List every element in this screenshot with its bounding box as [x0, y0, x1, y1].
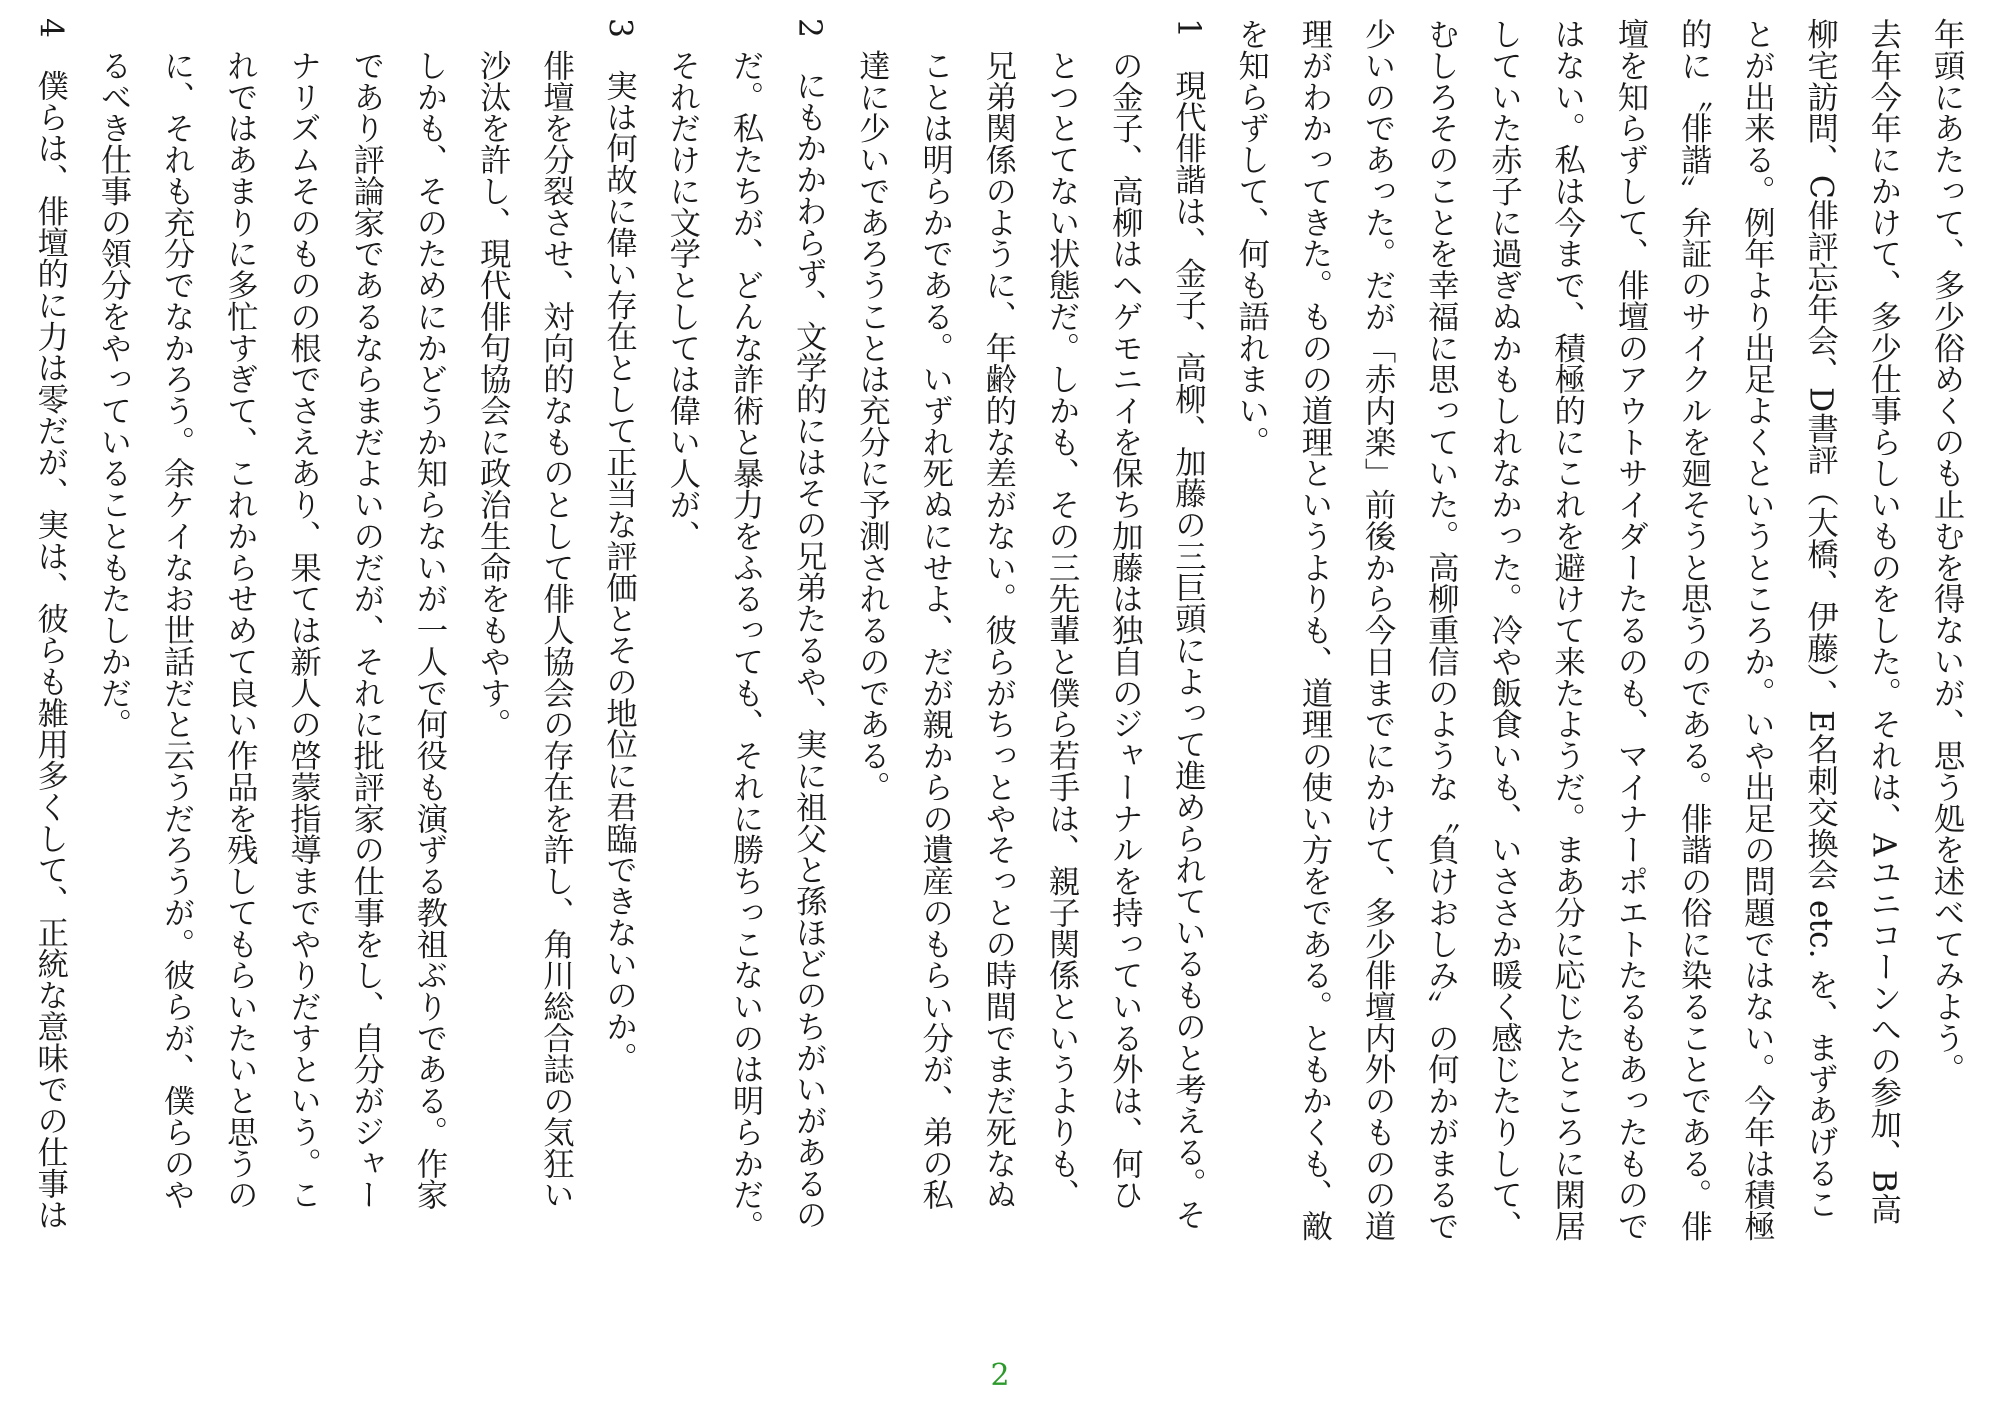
text-column: 理がわかってきた。ものの道理というよりも、道理の使い方をである。ともかくも、敵: [1296, 18, 1334, 1242]
text-column: とつとてない状態だ。しかも、その三先輩と僕ら若手は、親子関係というよりも、: [1043, 18, 1081, 1210]
numbered-item-1-start: 1 現代俳諧は、金子、高柳、加藤の三巨頭によって進められているものと考える。そ: [1170, 18, 1208, 1230]
vertical-text-body: [18, 18, 1978, 1282]
text-column: とが出来る。例年より出足よくというところか。いや出足の問題ではない。今年は積極: [1738, 18, 1777, 1242]
text-column: るべき仕事の領分をやっていることもたしかだ。: [95, 18, 133, 740]
text-column: 少いのであった。だが「赤内楽」前後から今日までにかけて、多少俳壇内外のものの道: [1359, 18, 1397, 1242]
text-column: 俳壇を分裂させ、対向的なものとして俳人協会の存在を許し、角川総合誌の気狂い: [537, 18, 576, 1210]
text-column: ナリズムそのものの根でさえあり、果ては新人の啓蒙指導までやりだすという。こ: [285, 18, 323, 1210]
text-column: むしろそのことを幸福に思っていた。高柳重信のような〝負けおしみ〟の何かがまるで: [1422, 18, 1460, 1242]
text-column: れではあまりに多忙すぎて、これからせめて良い作品を残してもらいたいと思うの: [221, 18, 259, 1210]
text-column: はない。私は今まで、積極的にこれを避けて来たようだ。まあ分に応じたところに閑居: [1549, 18, 1587, 1242]
numbered-item-2-start: 2 にもかかわらず、文学的にはその兄弟たるや、実に祖父と孫ほどのちがいがあるの: [790, 18, 828, 1230]
text-column: 達に少いであろうことは充分に予測されるのである。: [853, 18, 892, 803]
text-column: 沙汰を許し、現代俳句協会に政治生命をもやす。: [474, 18, 512, 740]
text-column: であり評論家であるならまだよいのだが、それに批評家の仕事をし、自分がジャー: [348, 18, 386, 1210]
text-column: 柳宅訪問、C俳評忘年会、D書評（大橋、伊藤）、E名刺交換会 etc. を、まずあげるこ: [1802, 18, 1840, 1220]
text-column: していた赤子に過ぎぬかもしれなかった。冷や飯食いも、いささか暖く感じたりして、: [1486, 18, 1524, 1242]
text-column: の金子、高柳はヘゲモニイを保ち加藤は独自のジャーナルを持っている外は、何ひ: [1106, 18, 1144, 1210]
text-column: 年頭にあたって、多少俗めくのも止むを得ないが、思う処を述べてみよう。: [1928, 18, 1966, 1085]
text-column: だ。私たちが、どんな詐術と暴力をふるっても、それに勝ちっこないのは明らかだ。: [727, 18, 765, 1242]
text-column: 壇を知らずして、俳壇のアウトサイダーたるのも、マイナーポエトたるもあったもので: [1612, 18, 1650, 1242]
text-column: ことは明らかである。いずれ死ぬにせよ、だが親からの遺産のもらい分が、弟の私: [917, 18, 955, 1210]
numbered-item-3-start: 3 実は何故に偉い存在として正当な評価とその地位に君臨できないのか。: [601, 18, 639, 1074]
text-column: を知らずして、何も語れまい。: [1233, 18, 1271, 458]
page-number: 2: [990, 1358, 1010, 1393]
text-column: 去年今年にかけて、多少仕事らしいものをした。それは、Aユニコーンへの参加、B高: [1865, 18, 1903, 1225]
text-column: それだけに文学としては偉い人が、: [664, 18, 702, 552]
text-column: 兄弟関係のように、年齢的な差がない。彼らがちっとやそっとの時間でまだ死なぬ: [980, 18, 1018, 1210]
text-column: に、それも充分でなかろう。余ケイなお世話だと云うだろうが。彼らが、僕らのや: [158, 18, 196, 1210]
numbered-item-4-start: 4 僕らは、俳壇的に力は零だが、実は、彼らも雑用多くして、正統な意味での仕事は: [32, 18, 70, 1230]
text-column: しかも、そのためにかどうか知らないが一人で何役も演ずる教祖ぶりである。作家: [411, 18, 449, 1210]
text-column: 的に〝俳諧〟弁証のサイクルを廻そうと思うのである。俳諧の俗に染ることである。俳: [1675, 18, 1713, 1242]
